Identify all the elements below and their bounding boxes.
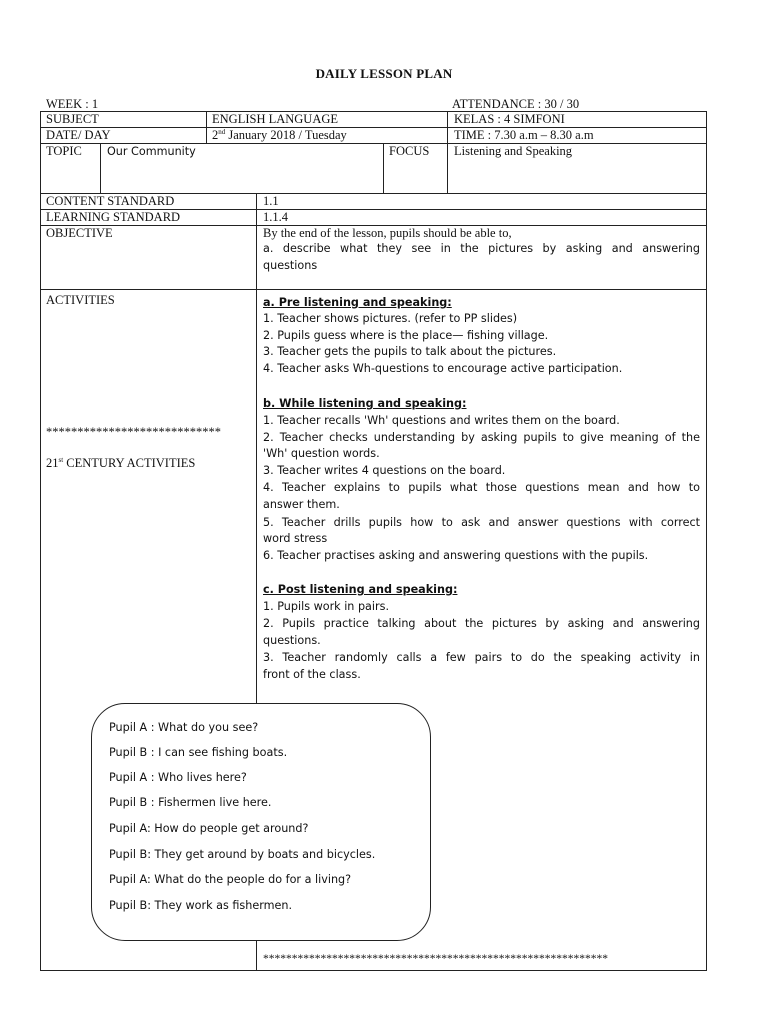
dialogue-line: Pupil A: What do the people do for a living? xyxy=(109,873,352,886)
dialogue-line: Pupil A: How do people get around? xyxy=(109,822,309,835)
dialogue-line: Pupil B: They get around by boats and bicycles. xyxy=(109,848,376,861)
topic-label: TOPIC xyxy=(46,144,82,158)
while-step-cont: word stress xyxy=(263,532,328,545)
pre-step: 4. Teacher asks Wh-questions to encourage active participation. xyxy=(263,362,623,375)
dialogue-line: Pupil B: They work as fishermen. xyxy=(109,899,293,912)
kelas-value: KELAS : 4 SIMFONI xyxy=(454,112,565,126)
dialogue-line: Pupil A : What do you see? xyxy=(109,721,259,734)
stars-bottom: ************************************************************ xyxy=(263,953,608,965)
while-step: 4. Teacher explains to pupils what those questions mean and how to xyxy=(263,481,700,494)
while-step-cont: 'Wh' question words. xyxy=(263,447,380,460)
date-value: 2nd January 2018 / Tuesday xyxy=(212,128,347,142)
while-step: 2. Teacher checks understanding by asking pupils to give meaning of the xyxy=(263,431,700,444)
pre-step: 3. Teacher gets the pupils to talk about the pictures. xyxy=(263,345,557,358)
document-title: DAILY LESSON PLAN xyxy=(315,66,453,81)
while-listening-heading: b. While listening and speaking: xyxy=(263,397,467,410)
time-value: TIME : 7.30 a.m – 8.30 a.m xyxy=(454,128,594,142)
subject-label: SUBJECT xyxy=(46,112,99,126)
attendance-label: ATTENDANCE : 30 / 30 xyxy=(452,97,580,111)
content-standard-label: CONTENT STANDARD xyxy=(46,194,175,208)
dialogue-line: Pupil A : Who lives here? xyxy=(109,771,247,784)
dialogue-line: Pupil B : Fishermen live here. xyxy=(109,796,272,809)
objective-intro: By the end of the lesson, pupils should be able to, xyxy=(263,226,512,240)
objective-a-line2: questions xyxy=(263,259,318,272)
pre-step: 1. Teacher shows pictures. (refer to PP slides) xyxy=(263,312,518,325)
while-step: 5. Teacher drills pupils how to ask and answer questions with correct xyxy=(263,516,700,529)
pre-step: 2. Pupils guess where is the place— fishing village. xyxy=(263,329,549,342)
content-standard-value: 1.1 xyxy=(263,194,279,208)
post-listening-heading: c. Post listening and speaking: xyxy=(263,583,458,596)
pre-listening-heading: a. Pre listening and speaking: xyxy=(263,296,452,309)
date-label: DATE/ DAY xyxy=(46,128,111,142)
post-step: 3. Teacher randomly calls a few pairs to do the speaking activity in xyxy=(263,651,700,664)
focus-label: FOCUS xyxy=(389,144,430,158)
learning-standard-value: 1.1.4 xyxy=(263,210,288,224)
while-step: 6. Teacher practises asking and answering questions with the pupils. xyxy=(263,549,649,562)
topic-value: Our Community xyxy=(107,145,196,158)
century-activities-label: 21st CENTURY ACTIVITIES xyxy=(46,456,196,470)
subject-value: ENGLISH LANGUAGE xyxy=(212,112,339,126)
while-step: 1. Teacher recalls 'Wh' questions and writes them on the board. xyxy=(263,414,620,427)
post-step-cont: questions. xyxy=(263,634,321,647)
learning-standard-label: LEARNING STANDARD xyxy=(46,210,181,224)
week-label: WEEK : 1 xyxy=(46,97,99,111)
while-step: 3. Teacher writes 4 questions on the board. xyxy=(263,464,506,477)
post-step: 2. Pupils practice talking about the pictures by asking and answering xyxy=(263,617,700,630)
while-step-cont: answer them. xyxy=(263,498,340,511)
dialogue-line: Pupil B : I can see fishing boats. xyxy=(109,746,288,759)
post-step-cont: front of the class. xyxy=(263,668,361,681)
activities-label: ACTIVITIES xyxy=(46,293,115,307)
objective-a-line1: a. describe what they see in the pictures by asking and answering xyxy=(263,242,700,255)
post-step: 1. Pupils work in pairs. xyxy=(263,600,390,613)
focus-value: Listening and Speaking xyxy=(454,144,573,158)
objective-label: OBJECTIVE xyxy=(46,226,113,240)
stars-divider: **************************** xyxy=(46,425,221,439)
